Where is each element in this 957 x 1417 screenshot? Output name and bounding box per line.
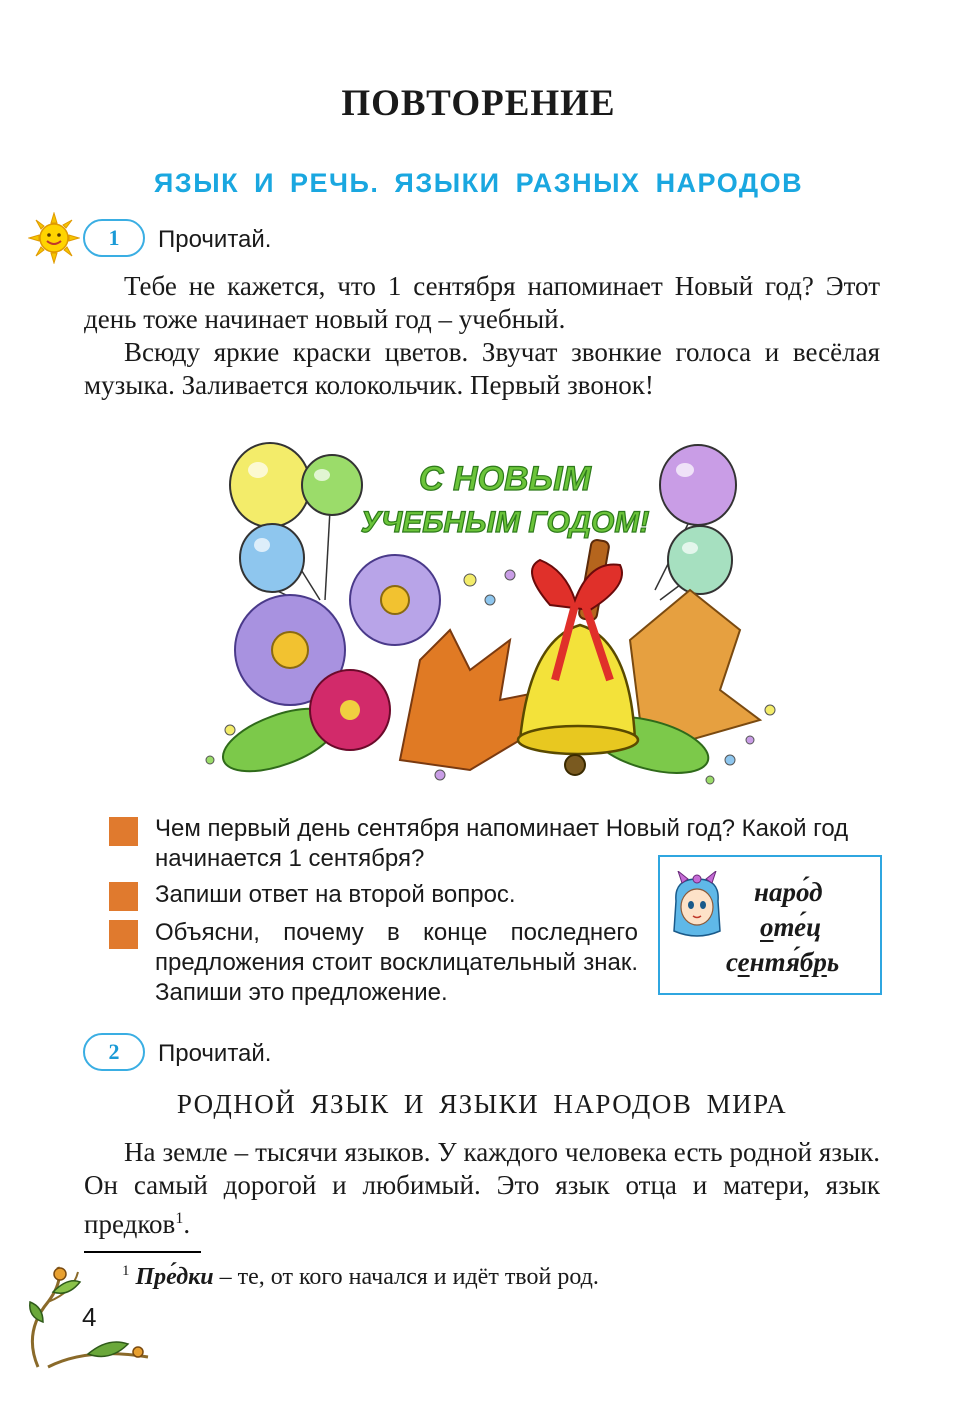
question-bullet-2 xyxy=(109,882,138,911)
page-number: 4 xyxy=(82,1302,97,1332)
vocab-word-3-underlined-1: е xyxy=(737,947,750,977)
vocab-word-2-end: ц xyxy=(806,912,822,942)
task1-text xyxy=(84,270,880,402)
footnote xyxy=(122,1263,599,1291)
vocab-word-3-part-b: нтя xyxy=(749,947,800,977)
page-title: ПОВТОРЕНИЕ xyxy=(341,83,616,124)
task2-paragraph-end: . xyxy=(183,1209,191,1239)
balloons-left-icon xyxy=(230,443,362,610)
school-bell-icon xyxy=(518,539,638,775)
footnote-term: Пре́дки xyxy=(135,1264,214,1290)
question-bullet-1 xyxy=(109,817,138,846)
task1-paragraph-2: Всюду яркие краски цветов. Звучат звонкие голоса и весёлая музыка. Заливается колокольчик. Первый звонок! xyxy=(84,337,880,400)
greeting-line-1: С НОВЫМ xyxy=(419,460,591,498)
task2-paragraph: На земле – тысячи языков. У каждого человека есть родной язык. Он самый дорогой и любимый. Это язык отца и матери, язык предков xyxy=(84,1137,880,1239)
vocab-word-sentyabr xyxy=(726,945,839,980)
vocab-word-3-part-a: с xyxy=(726,947,738,977)
section-subtitle: ЯЗЫК И РЕЧЬ. ЯЗЫКИ РАЗНЫХ НАРОДОВ xyxy=(153,168,804,198)
question-bullet-3 xyxy=(109,920,138,949)
footnote-definition: – те, от кого начался и идёт твой род. xyxy=(213,1264,599,1290)
vocabulary-box xyxy=(658,855,882,995)
girl-character-icon xyxy=(666,871,728,943)
vocab-word-2-underlined: о xyxy=(760,912,774,942)
footnote-mark: 1 xyxy=(122,1263,130,1279)
vocab-word-narod xyxy=(754,875,823,910)
vocab-word-2-part: те xyxy=(773,912,807,942)
greeting-line-2: УЧЕБНЫМ ГОДОМ! xyxy=(360,506,650,539)
task-number-2: 2 xyxy=(83,1033,145,1071)
footnote-ref: 1 xyxy=(175,1210,184,1227)
task1-instruction: Прочитай. xyxy=(158,226,272,253)
vocab-word-otets xyxy=(760,910,821,945)
task2-instruction: Прочитай. xyxy=(158,1040,272,1067)
question-2: Запиши ответ на второй вопрос. xyxy=(155,881,516,908)
sun-icon xyxy=(28,212,80,264)
question-3: Объясни, почему в конце последнего предложения стоит восклицательный знак. Запиши это предложение. xyxy=(155,919,638,1006)
vocab-word-1-end: д xyxy=(809,877,823,907)
task2-heading: РОДНОЙ ЯЗЫК И ЯЗЫКИ НАРОДОВ МИРА xyxy=(176,1089,788,1119)
back-to-school-illustration xyxy=(170,440,790,800)
vocab-word-1-part: наро xyxy=(754,877,810,907)
vocab-word-3-underlined-2: бр xyxy=(799,947,827,977)
balloons-right-icon xyxy=(655,445,736,600)
footnote-divider xyxy=(84,1251,201,1253)
task1-paragraph-1: Тебе не кажется, что 1 сентября напоминает Новый год? Этот день тоже начинает новый год – учебный. xyxy=(84,271,880,334)
task-number-1: 1 xyxy=(83,219,145,257)
vocab-word-3-part-c: ь xyxy=(826,947,840,977)
task2-text xyxy=(84,1136,880,1241)
question-1: Чем первый день сентября напоминает Новый год? Какой год начинается 1 сентября? xyxy=(155,815,849,872)
